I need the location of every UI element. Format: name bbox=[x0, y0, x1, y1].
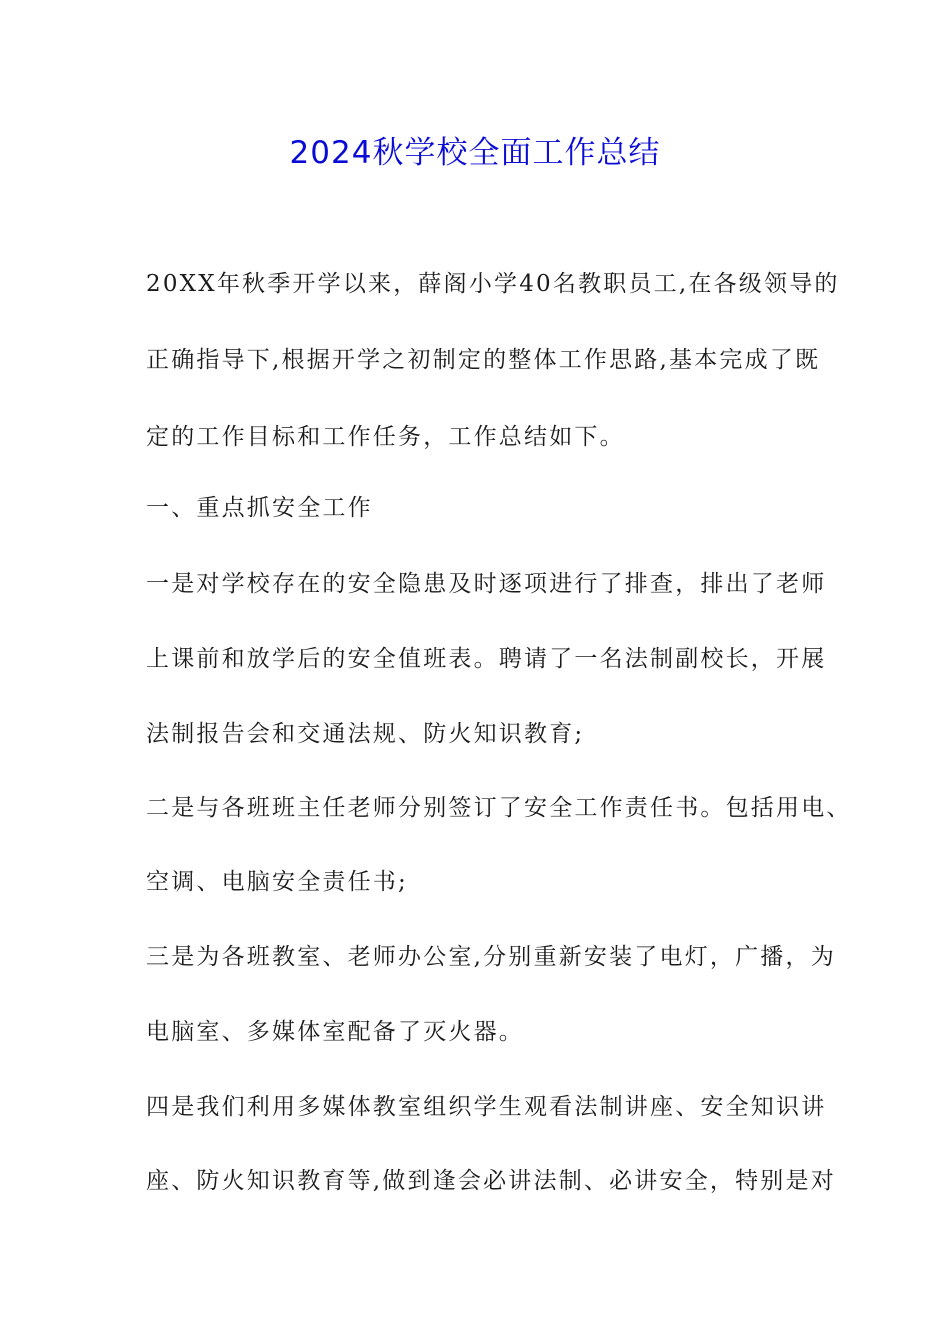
section-heading: 一、重点抓安全工作 bbox=[146, 495, 373, 521]
paragraph-line: 20XX年秋季开学以来，薛阁小学40名教职员工,在各级领导的 bbox=[146, 271, 840, 297]
paragraph-line: 空调、电脑安全责任书; bbox=[146, 869, 408, 895]
paragraph-line: 座、防火知识教育等,做到逢会必讲法制、必讲安全，特别是对 bbox=[146, 1168, 836, 1194]
paragraph-line: 上课前和放学后的安全值班表。聘请了一名法制副校长，开展 bbox=[146, 646, 827, 672]
paragraph-line: 定的工作目标和工作任务，工作总结如下。 bbox=[146, 424, 625, 450]
paragraph-line: 正确指导下,根据开学之初制定的整体工作思路,基本完成了既 bbox=[146, 347, 821, 373]
paragraph-line: 三是为各班教室、老师办公室,分别重新安装了电灯，广播，为 bbox=[146, 944, 836, 970]
paragraph-line: 电脑室、多媒体室配备了灭火器。 bbox=[146, 1019, 524, 1045]
document-title: 2024秋学校全面工作总结 bbox=[289, 135, 661, 171]
paragraph-line: 二是与各班班主任老师分别签订了安全工作责任书。包括用电、 bbox=[146, 795, 852, 821]
paragraph-line: 法制报告会和交通法规、防火知识教育; bbox=[146, 721, 585, 747]
paragraph-line: 四是我们利用多媒体教室组织学生观看法制讲座、安全知识讲 bbox=[146, 1094, 827, 1120]
paragraph-line: 一是对学校存在的安全隐患及时逐项进行了排查，排出了老师 bbox=[146, 571, 827, 597]
